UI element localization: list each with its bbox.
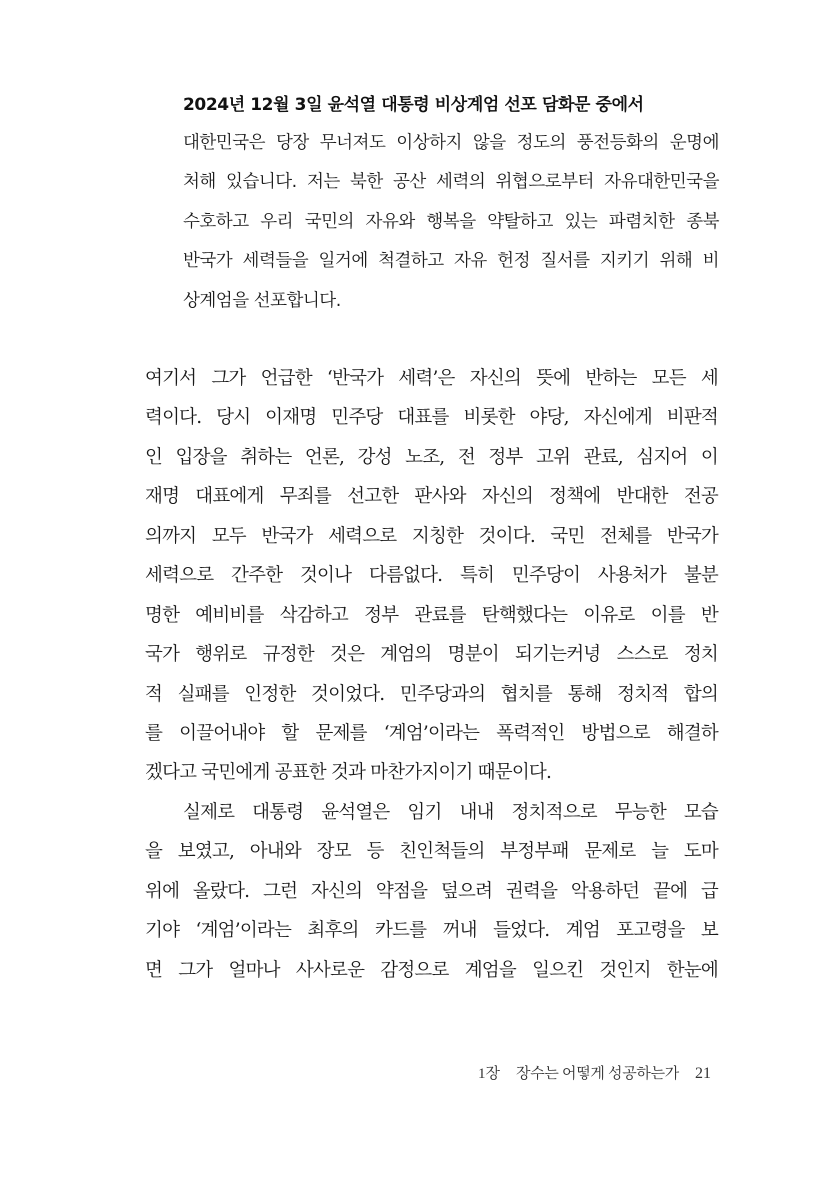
body-line: 실제로 대통령 윤석열은 임기 내내 정치적으로 무능한 모습 [183,801,718,823]
body-line: 적 실패를 인정한 것이었다. 민주당과의 협치를 통해 정치적 합의 [145,683,718,705]
body-line: 위에 올랐다. 그런 자신의 약점을 덮으려 권력을 악용하던 끝에 급 [145,880,718,902]
body-line: 를 이끌어내야 할 문제를 ‘계엄’이라는 폭력적인 방법으로 해결하 [145,722,718,744]
body-line: 의까지 모두 반국가 세력으로 지칭한 것이다. 국민 전체를 반국가 [145,525,718,547]
chapter-label: 1장 [478,1066,500,1082]
body-line: 재명 대표에게 무죄를 선고한 판사와 자신의 정책에 반대한 전공 [145,486,718,508]
quote-heading: 2024년 12월 3일 윤석열 대통령 비상계엄 선포 담화문 중에서 [183,95,644,115]
page-number: 21 [695,1065,711,1082]
quote-line: 대한민국은 당장 무너져도 이상하지 않을 정도의 풍전등화의 운명에 [183,133,719,153]
body-line: 을 보였고, 아내와 장모 등 친인척들의 부정부패 문제로 늘 도마 [145,841,718,863]
body-text [145,359,718,990]
paragraph-1 [145,359,718,793]
page-footer [478,1062,711,1083]
quote-line: 반국가 세력들을 일거에 척결하고 자유 헌정 질서를 지키기 위해 비 [183,251,719,272]
body-line: 력이다. 당시 이재명 민주당 대표를 비롯한 야당, 자신에게 비판적 [145,407,718,429]
body-line: 명한 예비비를 삭감하고 정부 관료를 탄핵했다는 이유로 이를 반 [145,604,718,626]
paragraph-2 [145,793,718,990]
chapter-title: 장수는 어떻게 성공하는가 [516,1066,679,1082]
body-line: 기야 ‘계엄’이라는 최후의 카드를 꺼내 들었다. 계엄 포고령을 보 [145,920,718,942]
quote-line: 상계엄을 선포합니다. [183,290,341,311]
body-line: 인 입장을 취하는 언론, 강성 노조, 전 정부 고위 관료, 심지어 이 [145,446,718,468]
quote-line: 수호하고 우리 국민의 자유와 행복을 약탈하고 있는 파렴치한 종북 [183,211,719,232]
body-line: 세력으로 간주한 것이나 다름없다. 특히 민주당이 사용처가 불분 [145,565,718,587]
body-line: 면 그가 얼마나 사사로운 감정으로 계엄을 일으킨 것인지 한눈에 [145,959,718,981]
quote-block [183,88,719,321]
body-line: 여기서 그가 언급한 ‘반국가 세력’은 자신의 뜻에 반하는 모든 세 [145,368,718,389]
body-line: 겠다고 국민에게 공표한 것과 마찬가지이기 때문이다. [145,762,552,784]
body-line: 국가 행위로 규정한 것은 계엄의 명분이 되기는커녕 스스로 정치 [145,644,718,666]
quote-line: 처해 있습니다. 저는 북한 공산 세력의 위협으로부터 자유대한민국을 [183,172,719,193]
